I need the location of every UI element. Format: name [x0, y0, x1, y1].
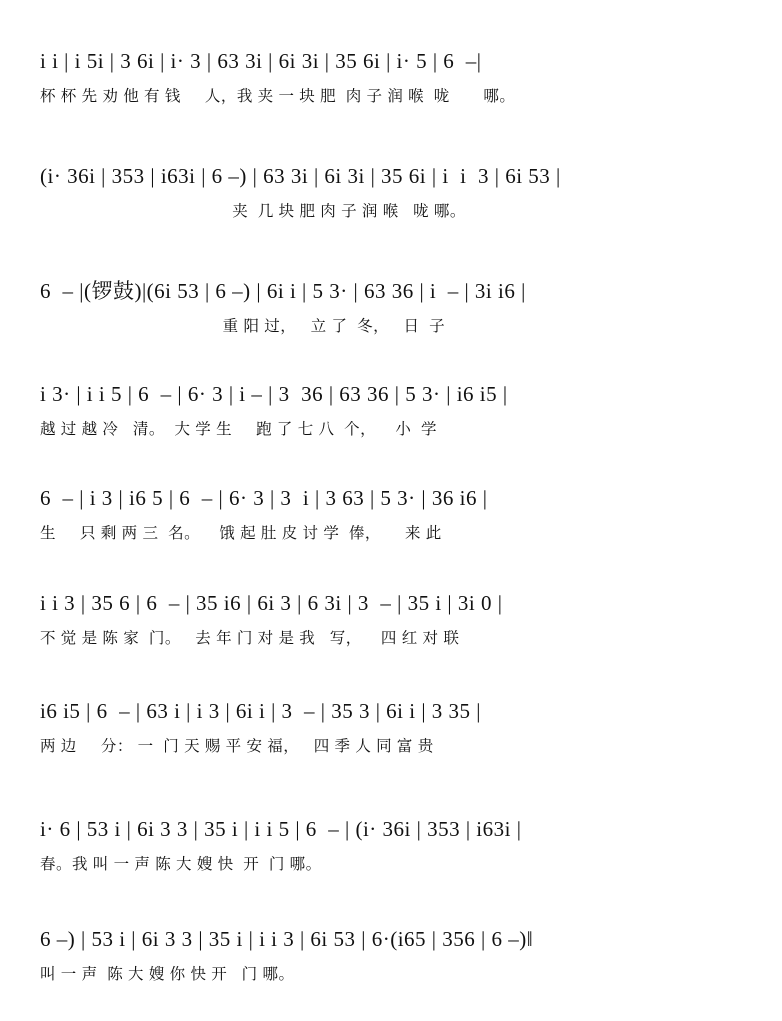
music-system-8 [40, 818, 746, 878]
lyric-line: 春。我 叫 一 声 陈 大 嫂 快 开 门 哪。 [40, 856, 322, 873]
music-system-4 [40, 383, 746, 443]
notation-line: i 3· | i i 5 | 6 – | 6· 3 | i – | 3 36 | 63 36 | 5 3· | i6 i5 | [40, 382, 508, 406]
music-system-2 [40, 165, 746, 225]
notation-line: (i· 36i | 353 | i63i | 6 –) | 63 3i | 6i 3i | 35 6i | i i 3 | 6i 53 | [40, 164, 561, 188]
music-system-6 [40, 592, 746, 652]
music-system-5 [40, 487, 746, 547]
music-system-9 [40, 928, 746, 988]
lyric-line: 两 边 分： 一 门 天 赐 平 安 福， 四 季 人 同 富 贵 [40, 738, 434, 755]
music-system-3 [40, 280, 746, 340]
lyric-line: 夹 几 块 肥 肉 子 润 喉 咙 哪。 [40, 203, 466, 220]
notation-line: 6 – |(锣鼓)|(6i 53 | 6 –) | 6i i | 5 3· | 63 36 | i – | 3i i6 | [40, 279, 526, 303]
lyric-line: 杯 杯 先 劝 他 有 钱 人，我 夹 一 块 肥 肉 子 润 喉 咙 哪。 [40, 88, 516, 105]
music-system-7 [40, 700, 746, 760]
lyric-line: 生 只 剩 两 三 名。 饿 起 肚 皮 讨 学 俸， 来 此 [40, 525, 442, 542]
notation-line: i i 3 | 35 6 | 6 – | 35 i6 | 6i 3 | 6 3i | 3 – | 35 i | 3i 0 | [40, 591, 503, 615]
notation-line: 6 –) | 53 i | 6i 3 3 | 35 i | i i 3 | 6i 53 | 6·(i65 | 356 | 6 –)‖ [40, 927, 534, 951]
notation-line: i6 i5 | 6 – | 63 i | i 3 | 6i i | 3 – | 35 3 | 6i i | 3 35 | [40, 699, 482, 723]
lyric-line: 不 觉 是 陈 家 门。 去 年 门 对 是 我 写， 四 红 对 联 [40, 630, 460, 647]
music-system-1 [40, 50, 746, 110]
lyric-line: 重 阳 过， 立 了 冬， 日 子 [40, 318, 446, 335]
notation-line: i· 6 | 53 i | 6i 3 3 | 35 i | i i 5 | 6 – | (i· 36i | 353 | i63i | [40, 817, 522, 841]
lyric-line: 叫 一 声 陈 大 嫂 你 快 开 门 哪。 [40, 966, 295, 983]
lyric-line: 越 过 越 冷 清。 大 学 生 跑 了 七 八 个， 小 学 [40, 421, 437, 438]
notation-line: i i | i 5i | 3 6i | i· 3 | 63 3i | 6i 3i | 35 6i | i· 5 | 6 –| [40, 49, 482, 73]
notation-line: 6 – | i 3 | i6 5 | 6 – | 6· 3 | 3 i | 3 63 | 5 3· | 36 i6 | [40, 486, 488, 510]
